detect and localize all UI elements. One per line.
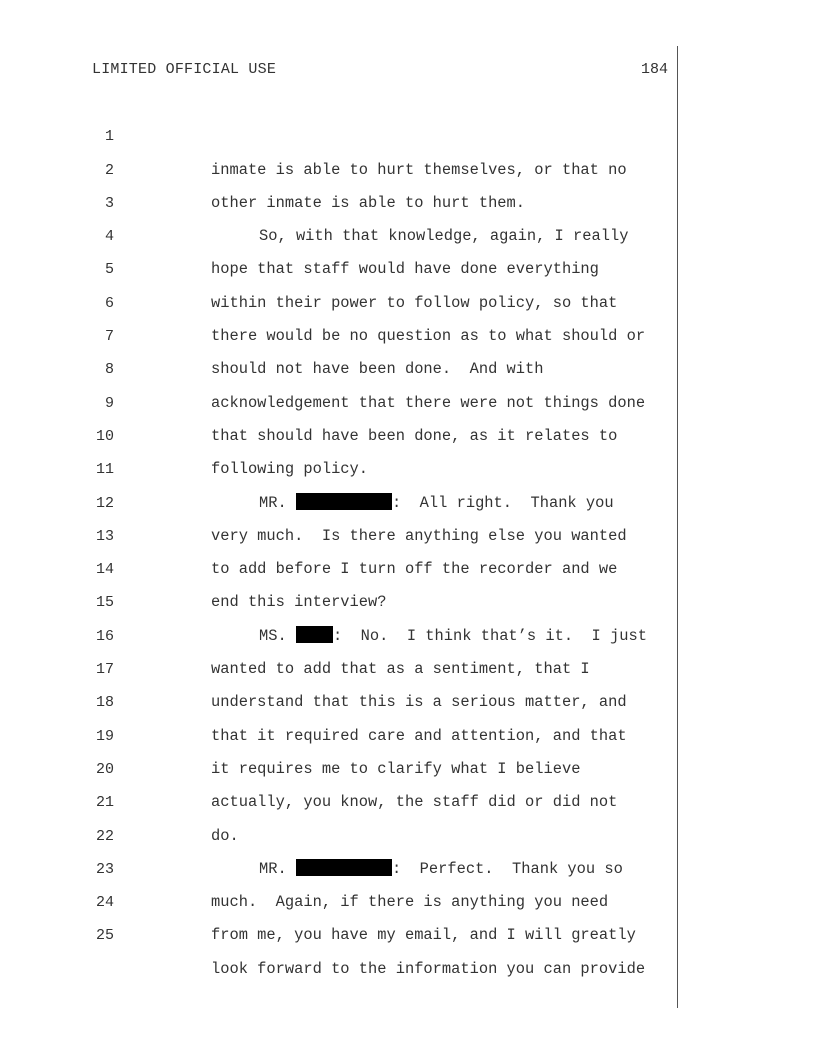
- line-text: inmate is able to hurt themselves, or that no: [211, 160, 627, 179]
- line-number: 10: [95, 427, 114, 445]
- transcript-line: [0, 87, 816, 179]
- line-number: 24: [95, 894, 114, 912]
- line-text: end this interview?: [211, 593, 387, 612]
- speaker-text: : No. I think that’s it. I just: [332, 626, 647, 645]
- speaker-title: MR.: [259, 859, 296, 878]
- line-number: 18: [95, 694, 114, 712]
- line-text: there would be no question as to what should or: [211, 327, 646, 346]
- line-number: 19: [95, 727, 114, 745]
- line-number: 14: [95, 561, 114, 579]
- line-text: much. Again, if there is anything you need: [211, 893, 609, 912]
- page-header-classification: LIMITED OFFICIAL USE: [92, 61, 277, 78]
- line-number: 7: [104, 328, 114, 346]
- line-number: 21: [95, 794, 114, 812]
- line-number: 22: [95, 827, 114, 845]
- speaker-text: : All right. Thank you: [391, 493, 614, 512]
- line-text: acknowledgement that there were not things done: [211, 393, 646, 412]
- line-number: 4: [104, 228, 114, 246]
- line-text: other inmate is able to hurt them.: [211, 193, 526, 212]
- line-number: 8: [104, 361, 114, 379]
- line-number: 25: [95, 927, 114, 945]
- line-number: 16: [95, 627, 114, 645]
- line-text: look forward to the information you can provide: [211, 959, 646, 978]
- transcript-body: [0, 87, 816, 978]
- line-text: within their power to follow policy, so that: [211, 293, 618, 312]
- line-text: following policy.: [211, 460, 369, 479]
- line-text: that it required care and attention, and that: [211, 726, 627, 745]
- line-text: So, with that knowledge, again, I really: [259, 227, 629, 246]
- speaker-title: MR.: [259, 493, 296, 512]
- line-text: very much. Is there anything else you wanted: [211, 526, 627, 545]
- line-number: 11: [95, 461, 114, 479]
- speaker-title: MS.: [259, 626, 296, 645]
- line-text: hope that staff would have done everything: [211, 260, 599, 279]
- line-text: understand that this is a serious matter, and: [211, 693, 627, 712]
- line-text: wanted to add that as a sentiment, that I: [211, 660, 590, 679]
- page-number: 184: [640, 61, 668, 78]
- line-number: 17: [95, 661, 114, 679]
- line-number: 23: [95, 860, 114, 878]
- line-number: 5: [104, 261, 114, 279]
- line-text: that should have been done, as it relates to: [211, 426, 618, 445]
- line-text: should not have been done. And with: [211, 360, 544, 379]
- line-number: 6: [104, 294, 114, 312]
- line-text: to add before I turn off the recorder and we: [211, 560, 618, 579]
- line-number: 9: [104, 394, 114, 412]
- line-number: 20: [95, 760, 114, 778]
- speaker-text: : Perfect. Thank you so: [391, 859, 623, 878]
- line-number: 2: [104, 161, 114, 179]
- line-text: do.: [211, 826, 239, 845]
- line-number: 1: [104, 128, 114, 146]
- line-text: it requires me to clarify what I believe: [211, 759, 581, 778]
- line-number: 13: [95, 527, 114, 545]
- line-number: 3: [104, 194, 114, 212]
- line-text: actually, you know, the staff did or did not: [211, 793, 618, 812]
- line-number: 12: [95, 494, 114, 512]
- line-number: 15: [95, 594, 114, 612]
- line-text: from me, you have my email, and I will greatly: [211, 926, 636, 945]
